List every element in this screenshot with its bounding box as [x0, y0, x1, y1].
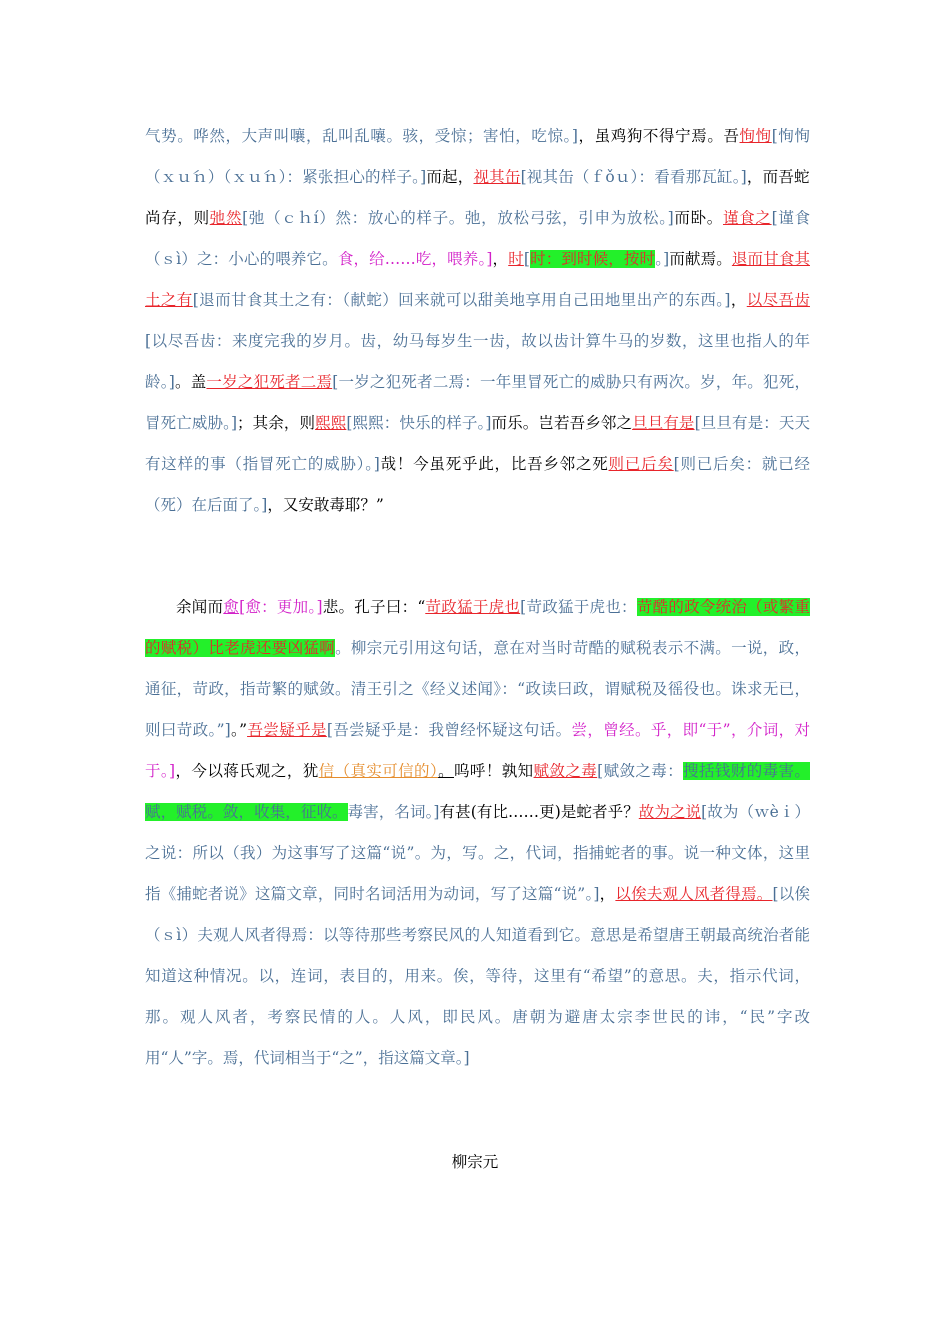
paragraph-1 — [145, 116, 810, 526]
key-phrase: 退而甘食其土之有 — [145, 250, 810, 309]
annotation-text: [弛（ｃｈí）然：放心的样子。弛，放松弓弦，引申为放松。] — [242, 209, 674, 227]
emphasis-word: 信（真实可信的） — [318, 762, 439, 780]
text-span: ，而吾蛇尚存，则 — [145, 168, 810, 227]
highlighted-annotation: 搜括钱财的毒害。赋，赋税。敛，收集，征收。 — [145, 762, 810, 821]
emphasis-note: 食，给……吃，喂养。] — [337, 250, 493, 268]
text-span: ， — [599, 885, 616, 903]
annotation-text: [谨食（ｓì）之：小心的喂养它。 — [145, 209, 810, 268]
key-phrase: 吾尝疑乎是 — [247, 721, 327, 739]
text-span: 而献焉。 — [669, 250, 732, 268]
key-phrase: 以尽吾齿 — [746, 291, 810, 309]
annotation-text: [苛政猛于虎也： — [520, 598, 637, 616]
key-phrase: 恂恂 — [739, 127, 772, 145]
text-span: ，虽鸡狗不得宁焉。吾 — [577, 127, 740, 145]
text-span: ，今以蒋氏观之，犹 — [175, 762, 319, 780]
annotation-text: [ — [523, 250, 530, 268]
text-span: 哉！今虽死乎此，比吾乡邻之死 — [379, 455, 609, 473]
annotation-text: 。柳宗元引用这句话，意在对当时苛酷的赋税表示不满。一说，政，通征，苛政，指苛繁的赋敛。清王引之《经义述闻》：“政读曰政，谓赋税及徭役也。诛求无已，则曰苛政。”] — [145, 639, 810, 739]
key-phrase: 旦旦有是 — [632, 414, 695, 432]
key-phrase: 赋敛之毒 — [533, 762, 598, 780]
annotation-text: [以俟（ｓì）夫观人风者得焉：以等待那些考察民风的人知道看到它。意思是希望唐王朝最高统治者能知道这种情况。以，连词，表目的，用来。俟，等待，这里有“希望”的意思。夫，指示代词，那。观人风者，考察民情的人。人风，即民风。唐朝为避唐太宗李世民的讳，“民”字改用“人”字。焉，代词相当于“之”，指这篇文章。] — [145, 885, 810, 1067]
text-span: 。” — [230, 721, 248, 739]
text-span: ， — [730, 291, 747, 309]
text-span: 而起， — [426, 168, 474, 186]
annotation-text: [故为（ｗèｉ）之说：所以（我）为这事写了这篇“说”。为，写。之，代词，指捕蛇者的事。说一种文体，这里指《捕蛇者说》这篇文章，同时名词活用为动词，写了这篇“说”。] — [145, 803, 810, 903]
highlighted-translation: 苛酷的政令统治（或繁重的赋税）比老虎还要凶猛啊 — [145, 598, 810, 657]
text-span: 有甚(有比……更)是蛇者乎？ — [439, 803, 639, 821]
key-phrase: 弛然 — [209, 209, 243, 227]
key-phrase: 一岁之犯死者二焉 — [206, 373, 333, 391]
highlighted-translation: 时：到时候，按时 — [529, 250, 656, 268]
author-name: 柳宗元 — [451, 1153, 499, 1171]
annotation-text: [退而甘食其土之有：（献蛇）回来就可以甜美地享用自己田地里出产的东西。] — [192, 291, 731, 309]
emphasis-note: [愈：更加。] — [239, 598, 323, 616]
key-phrase: 故为之说 — [638, 803, 702, 821]
key-phrase: 熙熙 — [315, 414, 347, 432]
text-span: ，又安敢毒耶？” — [267, 496, 384, 514]
annotation-text: [熙熙：快乐的样子。] — [346, 414, 492, 432]
text-span: ， — [492, 250, 509, 268]
key-phrase: 以俟夫观人风者得焉。 — [615, 885, 773, 903]
annotation-text: [吾尝疑乎是：我曾经怀疑这句话。 — [326, 721, 572, 739]
paragraph-2 — [145, 587, 810, 1079]
emphasis-note: 尝，曾经。乎，即“于”，介词，对于。] — [145, 721, 810, 780]
annotation-text: 气势。哗然，大声叫嚷，乱叫乱嚷。骇，受惊；害怕，吃惊。] — [145, 127, 578, 145]
emphasis-word: 愈 — [223, 598, 240, 616]
key-phrase: 苛政猛于虎也 — [425, 598, 521, 616]
annotation-text: [恂恂（ｘｕ́ｎ）（ｘｕ́ｎ）：紧张担心的样子。] — [145, 127, 810, 186]
text-span: 呜呼！孰知 — [454, 762, 534, 780]
annotation-text: [则已后矣：就已经（死）在后面了。] — [145, 455, 810, 514]
annotation-text: 。] — [655, 250, 670, 268]
annotation-text: [以尽吾齿：来度完我的岁月。齿，幼马每岁生一齿，故以齿计算牛马的岁数，这里也指人的年龄。] — [145, 332, 810, 391]
text-span: 而乐。岂若吾乡邻之 — [491, 414, 633, 432]
annotation-text: 毒害，名词。] — [347, 803, 440, 821]
text-span: 而卧。 — [673, 209, 723, 227]
key-phrase: 视其缶 — [473, 168, 521, 186]
key-phrase: 时 — [508, 250, 524, 268]
annotation-text: [旦旦有是：天天有这样的事（指冒死亡的威胁）。] — [145, 414, 810, 473]
annotation-text: [视其缶（ｆǒｕ）：看看那瓦缸。] — [520, 168, 747, 186]
annotation-text: [赋敛之毒： — [597, 762, 684, 780]
text-span: 悲。孔子曰：“ — [322, 598, 426, 616]
text-span: 。盖 — [174, 373, 207, 391]
key-phrase: 则已后矣 — [608, 455, 674, 473]
annotation-text: [一岁之犯死者二焉：一年里冒死亡的威胁只有两次。岁，年。犯死，冒死亡威胁。] — [145, 373, 810, 432]
text-span: ；其余，则 — [237, 414, 316, 432]
key-phrase: 谨食之 — [722, 209, 772, 227]
text-span: 余闻而 — [176, 598, 224, 616]
text-span: 。 — [438, 762, 455, 780]
